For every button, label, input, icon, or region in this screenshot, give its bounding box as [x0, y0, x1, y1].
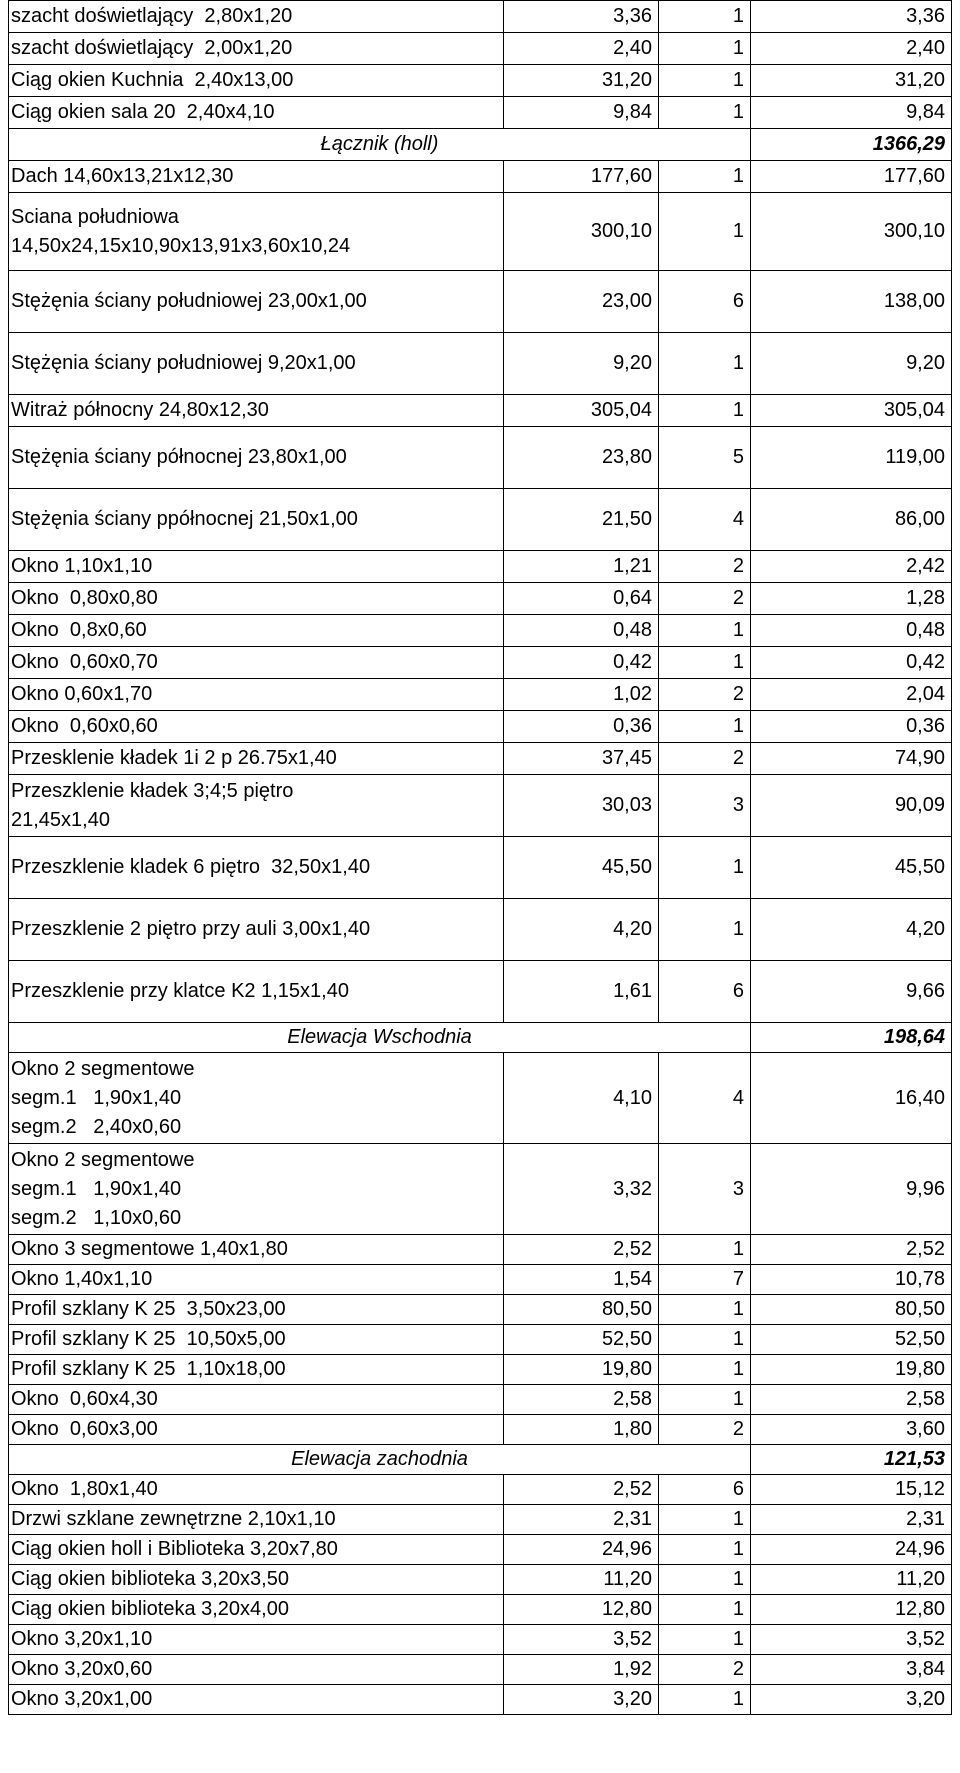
table-row: [9, 1415, 952, 1445]
item-name-cell: Przesklenie kładek 1i 2 p 26.75x1,40: [9, 743, 504, 775]
table-row: [9, 1595, 952, 1625]
section-header-row: [9, 1445, 952, 1475]
table-row: [9, 271, 952, 333]
table-row: [9, 1475, 952, 1505]
quantity-cell: 1: [659, 193, 751, 271]
table-row: [9, 583, 952, 615]
table-body: [9, 1, 952, 1715]
area-cell: 177,60: [504, 161, 659, 193]
table-row: [9, 1235, 952, 1265]
total-cell: 2,42: [751, 551, 952, 583]
table-row: [9, 1685, 952, 1715]
total-cell: 12,80: [751, 1595, 952, 1625]
quantity-cell: 1: [659, 711, 751, 743]
quantity-cell: 1: [659, 1, 751, 33]
area-cell: 31,20: [504, 65, 659, 97]
table-row: [9, 395, 952, 427]
item-name-cell: szacht doświetlający 2,80x1,20: [9, 1, 504, 33]
item-name-cell: Profil szklany K 25 3,50x23,00: [9, 1295, 504, 1325]
item-name-cell: Okno 1,80x1,40: [9, 1475, 504, 1505]
item-name-cell: Okno 1,10x1,10: [9, 551, 504, 583]
area-cell: 1,02: [504, 679, 659, 711]
quantity-cell: 2: [659, 551, 751, 583]
quantity-cell: 1: [659, 1565, 751, 1595]
area-cell: 0,36: [504, 711, 659, 743]
total-cell: 305,04: [751, 395, 952, 427]
section-label: Elewacja zachodnia: [9, 1445, 751, 1475]
area-cell: 2,58: [504, 1385, 659, 1415]
item-name-cell: Stężęnia ściany południowej 9,20x1,00: [9, 333, 504, 395]
total-cell: 4,20: [751, 899, 952, 961]
area-cell: 37,45: [504, 743, 659, 775]
table-row: [9, 1, 952, 33]
area-cell: 3,20: [504, 1685, 659, 1715]
table-row: [9, 161, 952, 193]
table-row: [9, 97, 952, 129]
table-row: [9, 1535, 952, 1565]
total-cell: 119,00: [751, 427, 952, 489]
area-cell: 2,52: [504, 1475, 659, 1505]
total-cell: 24,96: [751, 1535, 952, 1565]
area-cell: 24,96: [504, 1535, 659, 1565]
area-cell: 19,80: [504, 1355, 659, 1385]
table-row: [9, 647, 952, 679]
item-name-cell: Okno 2 segmentowe segm.1 1,90x1,40 segm.2 2,40x0,60: [9, 1053, 504, 1144]
item-name-cell: Okno 3,20x0,60: [9, 1655, 504, 1685]
total-cell: 86,00: [751, 489, 952, 551]
item-name-cell: Okno 0,60x1,70: [9, 679, 504, 711]
total-cell: 9,96: [751, 1144, 952, 1235]
item-name-cell: Okno 2 segmentowe segm.1 1,90x1,40 segm.2 1,10x0,60: [9, 1144, 504, 1235]
total-cell: 80,50: [751, 1295, 952, 1325]
item-name-cell: Okno 0,80x0,80: [9, 583, 504, 615]
quantity-cell: 6: [659, 961, 751, 1023]
total-cell: 15,12: [751, 1475, 952, 1505]
quantity-cell: 1: [659, 33, 751, 65]
quantity-cell: 1: [659, 1535, 751, 1565]
item-name-cell: Dach 14,60x13,21x12,30: [9, 161, 504, 193]
total-cell: 0,42: [751, 647, 952, 679]
area-cell: 300,10: [504, 193, 659, 271]
table-row: [9, 679, 952, 711]
table-row: [9, 193, 952, 271]
table-row: [9, 775, 952, 837]
quantity-cell: 7: [659, 1265, 751, 1295]
table-row: [9, 427, 952, 489]
table-row: [9, 1565, 952, 1595]
item-name-cell: Witraż północny 24,80x12,30: [9, 395, 504, 427]
quantity-cell: 1: [659, 1355, 751, 1385]
item-name-cell: Okno 0,60x0,60: [9, 711, 504, 743]
quantity-cell: 3: [659, 775, 751, 837]
total-cell: 2,04: [751, 679, 952, 711]
item-name-cell: Profil szklany K 25 10,50x5,00: [9, 1325, 504, 1355]
item-name-cell: Sciana południowa 14,50x24,15x10,90x13,91x3,60x10,24: [9, 193, 504, 271]
area-cell: 1,92: [504, 1655, 659, 1685]
table-row: [9, 1325, 952, 1355]
total-cell: 9,66: [751, 961, 952, 1023]
table-row: [9, 1295, 952, 1325]
section-label: Łącznik (holl): [9, 129, 751, 161]
section-header-row: [9, 129, 952, 161]
area-cell: 52,50: [504, 1325, 659, 1355]
item-name-cell: Przeszklenie kladek 6 piętro 32,50x1,40: [9, 837, 504, 899]
quantity-cell: 3: [659, 1144, 751, 1235]
quantity-cell: 4: [659, 489, 751, 551]
item-name-cell: Drzwi szklane zewnętrzne 2,10x1,10: [9, 1505, 504, 1535]
quantity-cell: 2: [659, 583, 751, 615]
glazing-quantities-table: [8, 0, 952, 1715]
area-cell: 12,80: [504, 1595, 659, 1625]
quantity-cell: 2: [659, 679, 751, 711]
quantity-cell: 1: [659, 647, 751, 679]
area-cell: 3,36: [504, 1, 659, 33]
quantity-cell: 1: [659, 1235, 751, 1265]
area-cell: 1,61: [504, 961, 659, 1023]
item-name-cell: Przeszklenie kładek 3;4;5 piętro 21,45x1,40: [9, 775, 504, 837]
item-name-cell: Okno 3,20x1,10: [9, 1625, 504, 1655]
total-cell: 10,78: [751, 1265, 952, 1295]
item-name-cell: Przeszklenie 2 piętro przy auli 3,00x1,40: [9, 899, 504, 961]
total-cell: 3,52: [751, 1625, 952, 1655]
item-name-cell: Stężęnia ściany ppółnocnej 21,50x1,00: [9, 489, 504, 551]
total-cell: 0,36: [751, 711, 952, 743]
area-cell: 1,21: [504, 551, 659, 583]
total-cell: 3,20: [751, 1685, 952, 1715]
item-name-cell: Ciąg okien holl i Biblioteka 3,20x7,80: [9, 1535, 504, 1565]
quantity-cell: 2: [659, 743, 751, 775]
quantity-cell: 1: [659, 1625, 751, 1655]
quantity-cell: 1: [659, 161, 751, 193]
section-total: 1366,29: [751, 129, 952, 161]
area-cell: 4,10: [504, 1053, 659, 1144]
item-name-cell: Stężęnia ściany południowej 23,00x1,00: [9, 271, 504, 333]
table-row: [9, 1265, 952, 1295]
area-cell: 23,80: [504, 427, 659, 489]
table-row: [9, 333, 952, 395]
quantity-cell: 2: [659, 1655, 751, 1685]
quantity-cell: 5: [659, 427, 751, 489]
quantity-cell: 1: [659, 615, 751, 647]
item-name-cell: Profil szklany K 25 1,10x18,00: [9, 1355, 504, 1385]
table-row: [9, 837, 952, 899]
item-name-cell: szacht doświetlający 2,00x1,20: [9, 33, 504, 65]
table-row: [9, 33, 952, 65]
total-cell: 3,36: [751, 1, 952, 33]
area-cell: 1,54: [504, 1265, 659, 1295]
item-name-cell: Okno 3 segmentowe 1,40x1,80: [9, 1235, 504, 1265]
total-cell: 52,50: [751, 1325, 952, 1355]
item-name-cell: Przeszklenie przy klatce K2 1,15x1,40: [9, 961, 504, 1023]
area-cell: 0,64: [504, 583, 659, 615]
item-name-cell: Okno 3,20x1,00: [9, 1685, 504, 1715]
total-cell: 0,48: [751, 615, 952, 647]
total-cell: 90,09: [751, 775, 952, 837]
table-row: [9, 1144, 952, 1235]
total-cell: 19,80: [751, 1355, 952, 1385]
quantity-cell: 4: [659, 1053, 751, 1144]
quantity-cell: 1: [659, 395, 751, 427]
table-row: [9, 1355, 952, 1385]
total-cell: 31,20: [751, 65, 952, 97]
table-row: [9, 711, 952, 743]
quantity-cell: 1: [659, 333, 751, 395]
table-row: [9, 743, 952, 775]
total-cell: 2,58: [751, 1385, 952, 1415]
quantity-cell: 2: [659, 1415, 751, 1445]
total-cell: 9,20: [751, 333, 952, 395]
section-total: 198,64: [751, 1023, 952, 1053]
quantity-cell: 1: [659, 1295, 751, 1325]
table-row: [9, 489, 952, 551]
area-cell: 11,20: [504, 1565, 659, 1595]
item-name-cell: Ciąg okien biblioteka 3,20x4,00: [9, 1595, 504, 1625]
area-cell: 21,50: [504, 489, 659, 551]
total-cell: 1,28: [751, 583, 952, 615]
total-cell: 2,40: [751, 33, 952, 65]
table-row: [9, 1505, 952, 1535]
area-cell: 23,00: [504, 271, 659, 333]
table-row: [9, 1385, 952, 1415]
total-cell: 11,20: [751, 1565, 952, 1595]
total-cell: 9,84: [751, 97, 952, 129]
table-row: [9, 65, 952, 97]
quantity-cell: 1: [659, 1685, 751, 1715]
quantity-cell: 1: [659, 1595, 751, 1625]
area-cell: 305,04: [504, 395, 659, 427]
area-cell: 0,42: [504, 647, 659, 679]
total-cell: 16,40: [751, 1053, 952, 1144]
table-row: [9, 1655, 952, 1685]
total-cell: 3,60: [751, 1415, 952, 1445]
total-cell: 2,31: [751, 1505, 952, 1535]
table-row: [9, 1053, 952, 1144]
area-cell: 2,52: [504, 1235, 659, 1265]
total-cell: 3,84: [751, 1655, 952, 1685]
total-cell: 300,10: [751, 193, 952, 271]
area-cell: 3,32: [504, 1144, 659, 1235]
total-cell: 45,50: [751, 837, 952, 899]
table-row: [9, 551, 952, 583]
item-name-cell: Okno 0,60x0,70: [9, 647, 504, 679]
item-name-cell: Okno 1,40x1,10: [9, 1265, 504, 1295]
table-row: [9, 899, 952, 961]
area-cell: 2,31: [504, 1505, 659, 1535]
total-cell: 2,52: [751, 1235, 952, 1265]
area-cell: 30,03: [504, 775, 659, 837]
section-header-row: [9, 1023, 952, 1053]
area-cell: 1,80: [504, 1415, 659, 1445]
item-name-cell: Ciąg okien sala 20 2,40x4,10: [9, 97, 504, 129]
item-name-cell: Okno 0,60x4,30: [9, 1385, 504, 1415]
quantity-cell: 1: [659, 1505, 751, 1535]
area-cell: 2,40: [504, 33, 659, 65]
area-cell: 4,20: [504, 899, 659, 961]
total-cell: 138,00: [751, 271, 952, 333]
quantity-cell: 6: [659, 1475, 751, 1505]
section-total: 121,53: [751, 1445, 952, 1475]
total-cell: 177,60: [751, 161, 952, 193]
item-name-cell: Stężęnia ściany północnej 23,80x1,00: [9, 427, 504, 489]
table-row: [9, 1625, 952, 1655]
area-cell: 3,52: [504, 1625, 659, 1655]
area-cell: 80,50: [504, 1295, 659, 1325]
area-cell: 0,48: [504, 615, 659, 647]
item-name-cell: Ciąg okien biblioteka 3,20x3,50: [9, 1565, 504, 1595]
quantity-cell: 1: [659, 65, 751, 97]
table-row: [9, 961, 952, 1023]
section-label: Elewacja Wschodnia: [9, 1023, 751, 1053]
table-row: [9, 615, 952, 647]
total-cell: 74,90: [751, 743, 952, 775]
area-cell: 9,20: [504, 333, 659, 395]
quantity-cell: 1: [659, 899, 751, 961]
area-cell: 9,84: [504, 97, 659, 129]
item-name-cell: Okno 0,8x0,60: [9, 615, 504, 647]
quantity-cell: 6: [659, 271, 751, 333]
area-cell: 45,50: [504, 837, 659, 899]
item-name-cell: Ciąg okien Kuchnia 2,40x13,00: [9, 65, 504, 97]
item-name-cell: Okno 0,60x3,00: [9, 1415, 504, 1445]
quantity-cell: 1: [659, 97, 751, 129]
quantity-cell: 1: [659, 1385, 751, 1415]
quantity-cell: 1: [659, 1325, 751, 1355]
quantity-cell: 1: [659, 837, 751, 899]
